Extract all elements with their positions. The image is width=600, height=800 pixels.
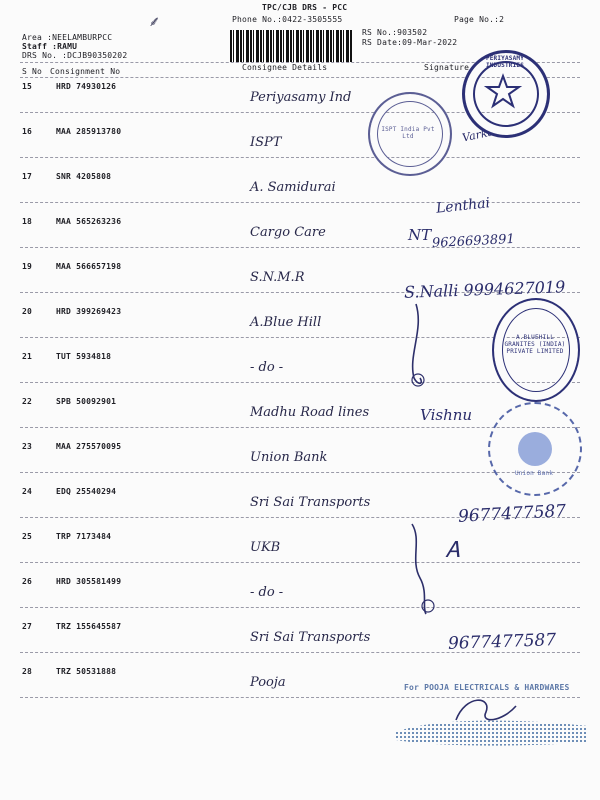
rs-date: RS Date:09-Mar-2022 xyxy=(362,38,458,47)
periyasamy-stamp-text: PERIYASAMY INDUSTRIES xyxy=(485,55,525,69)
row-serial: 23 xyxy=(22,442,33,451)
row-consignment-number: SNR 4205808 xyxy=(56,172,112,181)
pooja-stamp-smudge xyxy=(392,712,592,752)
table-row xyxy=(22,622,232,636)
bluehill-stamp xyxy=(492,298,580,402)
row-consignment-number: SPB 50092901 xyxy=(56,397,117,406)
row-serial: 16 xyxy=(22,127,33,136)
table-row xyxy=(22,397,232,411)
ispt-stamp xyxy=(368,92,452,176)
table-row xyxy=(22,442,232,456)
row-serial: 17 xyxy=(22,172,33,181)
table-row xyxy=(22,172,232,186)
signature-19: S.Nalli 9994627019 xyxy=(403,277,566,302)
row-consignment-number: HRD 74930126 xyxy=(56,82,117,91)
row-serial: 21 xyxy=(22,352,33,361)
row-consignee-name: Periyasamy Ind xyxy=(250,90,352,105)
row-consignment-number: EDQ 25540294 xyxy=(56,487,117,496)
table-row xyxy=(22,532,232,546)
pen-stroke-25-27 xyxy=(402,520,452,620)
row-consignee-name: Cargo Care xyxy=(250,225,326,240)
bluehill-stamp-text: A.BLUEHILL GRANITES (INDIA) PRIVATE LIMITED xyxy=(504,334,566,355)
signature-18-phone: 9626693891 xyxy=(431,231,516,252)
row-serial: 25 xyxy=(22,532,33,541)
pen-stroke-20-21 xyxy=(398,300,438,390)
row-consignment-number: TRP 7173484 xyxy=(56,532,112,541)
header-pen-mark: ⸙ xyxy=(148,14,159,30)
row-consignment-number: MAA 565263236 xyxy=(56,217,122,226)
drs-number: DRS No. :DCJB90350202 xyxy=(22,51,128,60)
row-consignee-name: Union Bank xyxy=(250,450,328,465)
row-consignment-number: HRD 305581499 xyxy=(56,577,122,586)
signature-24-phone: 9677477587 xyxy=(457,501,567,527)
union-bank-stamp xyxy=(488,402,582,496)
ispt-stamp-text: ISPT India Pvt Ltd xyxy=(381,126,435,140)
table-row xyxy=(22,667,232,681)
row-serial: 24 xyxy=(22,487,33,496)
row-serial: 28 xyxy=(22,667,33,676)
row-serial: 19 xyxy=(22,262,33,271)
col-consignee: Consignee Details xyxy=(242,63,328,72)
signature-17: Lenthai xyxy=(435,195,491,217)
row-consignment-number: HRD 399269423 xyxy=(56,307,122,316)
row-separator xyxy=(20,562,580,563)
row-consignment-number: TRZ 155645587 xyxy=(56,622,122,631)
row-consignee-name: A.Blue Hill xyxy=(250,315,322,330)
row-serial: 20 xyxy=(22,307,33,316)
row-consignee-name: Sri Sai Transports xyxy=(250,495,371,510)
drs-title: TPC/CJB DRS - PCC xyxy=(262,3,348,12)
periyasamy-stamp xyxy=(462,50,550,138)
row-consignee-name: - do - xyxy=(250,360,284,375)
pooja-stamp-text: For POOJA ELECTRICALS & HARDWARES xyxy=(404,683,570,692)
page-number: Page No.:2 xyxy=(454,15,505,24)
row-serial: 22 xyxy=(22,397,33,406)
staff-label: Staff :RAMU xyxy=(22,42,78,51)
row-serial: 27 xyxy=(22,622,33,631)
signature-18: NT xyxy=(408,226,432,244)
phone-number: Phone No.:0422-3505555 xyxy=(232,15,343,24)
table-row xyxy=(22,217,232,231)
row-serial: 18 xyxy=(22,217,33,226)
row-consignee-name: ISPT xyxy=(250,135,282,150)
row-consignment-number: TUT 5934818 xyxy=(56,352,112,361)
row-consignment-number: TRZ 50531888 xyxy=(56,667,117,676)
row-consignee-name: Madhu Road lines xyxy=(250,405,370,420)
row-consignee-name: A. Samidurai xyxy=(250,180,336,195)
row-consignee-name: UKB xyxy=(250,540,281,555)
row-separator xyxy=(20,157,580,158)
row-consignee-name: Sri Sai Transports xyxy=(250,630,371,645)
row-separator xyxy=(20,202,580,203)
table-row xyxy=(22,577,232,591)
signature-25: Ꭺ xyxy=(446,538,461,563)
row-serial: 26 xyxy=(22,577,33,586)
table-row xyxy=(22,262,232,276)
union-bank-stamp-text: Union Bank xyxy=(514,470,554,477)
col-consignment: Consignment No xyxy=(50,67,121,76)
union-bank-logo-icon xyxy=(518,432,552,466)
row-consignment-number: MAA 566657198 xyxy=(56,262,122,271)
signature-15: Varkal xyxy=(461,124,499,145)
rs-number: RS No.:903502 xyxy=(362,28,428,37)
row-consignee-name: Pooja xyxy=(250,675,286,690)
row-separator xyxy=(20,382,580,383)
table-row xyxy=(22,127,232,141)
row-consignee-name: - do - xyxy=(250,585,284,600)
table-row xyxy=(22,352,232,366)
table-row xyxy=(22,487,232,501)
signature-27-phone: 9677477587 xyxy=(447,630,557,654)
row-serial: 15 xyxy=(22,82,33,91)
row-consignment-number: MAA 285913780 xyxy=(56,127,122,136)
col-signature: Signature xyxy=(424,63,470,72)
signature-22: Vishnu xyxy=(420,406,473,424)
table-row xyxy=(22,82,232,96)
barcode xyxy=(230,30,352,62)
area-label: Area :NEELAMBURPCC xyxy=(22,33,113,42)
col-sno: S No xyxy=(22,67,43,76)
row-consignment-number: MAA 275570095 xyxy=(56,442,122,451)
row-separator xyxy=(20,607,580,608)
row-consignee-name: S.N.M.R xyxy=(250,270,305,285)
table-row xyxy=(22,307,232,321)
